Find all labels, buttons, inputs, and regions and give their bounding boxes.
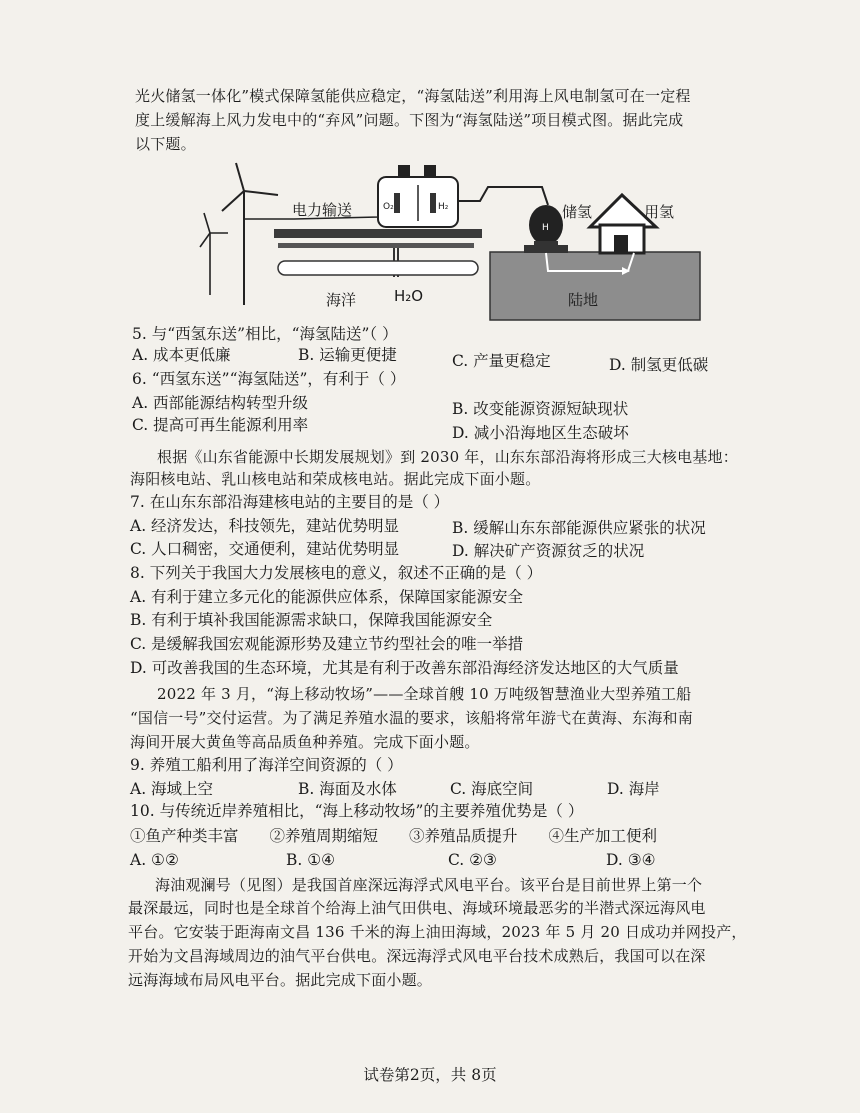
q10-sub-options: ①鱼产种类丰富 ②养殖周期缩短 ③养殖品质提升 ④生产加工便利 (130, 827, 658, 845)
q5-option-d: D. 制氢更低碳 (609, 356, 709, 374)
q10-stem: 10. 与传统近岸养殖相比，“海上移动牧场”的主要养殖优势是（ ） (130, 802, 584, 820)
intro-2-line-1: 根据《山东省能源中长期发展规划》到 2030 年，山东东部沿海将形成三大核电基地： (157, 448, 738, 466)
land-block (490, 252, 700, 320)
q6-option-c: C. 提高可再生能源利用率 (132, 416, 309, 434)
land-label: 陆地 (568, 291, 599, 309)
power-transmission-label: 电力输送 (292, 201, 353, 219)
q6-option-b: B. 改变能源资源短缺现状 (452, 400, 629, 418)
q7-option-b: B. 缓解山东东部能源供应紧张的状况 (452, 519, 706, 537)
pontoon (278, 261, 478, 275)
wind-turbine-small-icon (200, 213, 228, 295)
q6-stem: 6. “西氢东送”“海氢陆送”，有利于（ ） (132, 370, 406, 388)
q8-option-c: C. 是缓解我国宏观能源形势及建立节约型社会的唯一举措 (130, 635, 524, 653)
q5-option-a: A. 成本更低廉 (132, 346, 231, 364)
tank-h-label: H (542, 223, 549, 233)
intro-4-line-2: 最深最远，同时也是全球首个给海上油气田供电、海域环境最恶劣的半潜式深远海风电 (128, 899, 706, 917)
q6-option-a: A. 西部能源结构转型升级 (132, 394, 309, 412)
intro-3-line-3: 海间开展大黄鱼等高品质鱼种养殖。完成下面小题。 (130, 733, 480, 751)
q5-option-b: B. 运输更便捷 (298, 346, 397, 364)
intro-4-line-5: 远海海域布局风电平台。据此完成下面小题。 (128, 971, 433, 989)
q7-option-c: C. 人口稠密，交通便利，建站优势明显 (130, 540, 400, 558)
platform-beam (278, 243, 474, 248)
q10-option-b: B. ①④ (286, 851, 336, 869)
water-label: H₂O (394, 287, 424, 305)
intro-3-line-2: “国信一号”交付运营。为了满足养殖水温的要求，该船将常年游弋在黄海、东海和南 (130, 709, 693, 727)
q8-option-a: A. 有利于建立多元化的能源供应体系，保障国家能源安全 (130, 588, 524, 606)
q10-option-d: D. ③④ (606, 851, 656, 869)
ocean-label: 海洋 (326, 291, 357, 309)
q9-option-b: B. 海面及水体 (298, 780, 397, 798)
intro-4-line-4: 开始为文昌海域周边的油气平台供电。深远海浮式风电平台技术成熟后，我国可以在深 (128, 947, 706, 965)
electrolyzer-icon (378, 165, 458, 227)
q10-option-c: C. ②③ (448, 851, 497, 869)
q8-stem: 8. 下列关于我国大力发展核电的意义，叙述不正确的是（ ） (130, 564, 543, 582)
q5-option-c: C. 产量更稳定 (452, 352, 551, 370)
o2-label: O₂ (383, 202, 394, 212)
q8-option-d: D. 可改善我国的生态环境，尤其是有利于改善东部沿海经济发达地区的大气质量 (130, 659, 679, 677)
q9-option-a: A. 海域上空 (130, 780, 214, 798)
intro-3-line-1: 2022 年 3 月，“海上移动牧场”——全球首艘 10 万吨级智慧渔业大型养殖工船 (157, 685, 692, 703)
platform-deck (274, 229, 482, 238)
intro-1-line-1: 光火储氢一体化”模式保障氢能供应稳定，“海氢陆送”利用海上风电制氢可在一定程 (135, 87, 691, 105)
h2-label: H₂ (438, 202, 449, 212)
intro-2-line-2: 海阳核电站、乳山核电站和荣成核电站。据此完成下面小题。 (130, 470, 541, 488)
intro-1-line-3: 以下题。 (135, 135, 196, 153)
wind-turbine-icon (222, 163, 278, 305)
intro-4-line-3: 平台。它安装于距海南文昌 136 千米的海上油田海域，2023 年 5 月 20 日成功并网投产， (128, 923, 747, 941)
hydrogen-storage-label: 储氢 (562, 203, 593, 221)
q7-option-a: A. 经济发达，科技领先，建站优势明显 (130, 517, 400, 535)
q10-option-a: A. ①② (130, 851, 179, 869)
q9-option-d: D. 海岸 (607, 780, 660, 798)
intro-1-line-2: 度上缓解海上风力发电中的“弃风”问题。下图为“海氢陆送”项目模式图。据此完成 (135, 111, 684, 129)
q5-stem: 5. 与“西氢东送”相比，“海氢陆送”（ ） (132, 325, 398, 343)
q9-stem: 9. 养殖工船利用了海洋空间资源的（ ） (130, 756, 403, 774)
page-footer: 试卷第2页，共 8页 (363, 1066, 497, 1084)
q6-option-d: D. 减小沿海地区生态破坏 (452, 424, 629, 442)
hydrogen-pipe (458, 187, 548, 205)
hydrogen-use-label: 用氢 (644, 203, 675, 221)
q7-option-d: D. 解决矿产资源贫乏的状况 (452, 542, 645, 560)
sea-hydrogen-diagram (198, 155, 758, 323)
q7-stem: 7. 在山东东部沿海建核电站的主要目的是（ ） (130, 493, 450, 511)
intro-4-line-1: 海油观澜号（见图）是我国首座深远海浮式风电平台。该平台是目前世界上第一个 (155, 876, 703, 894)
q8-option-b: B. 有利于填补我国能源需求缺口，保障我国能源安全 (130, 611, 493, 629)
q9-option-c: C. 海底空间 (450, 780, 534, 798)
